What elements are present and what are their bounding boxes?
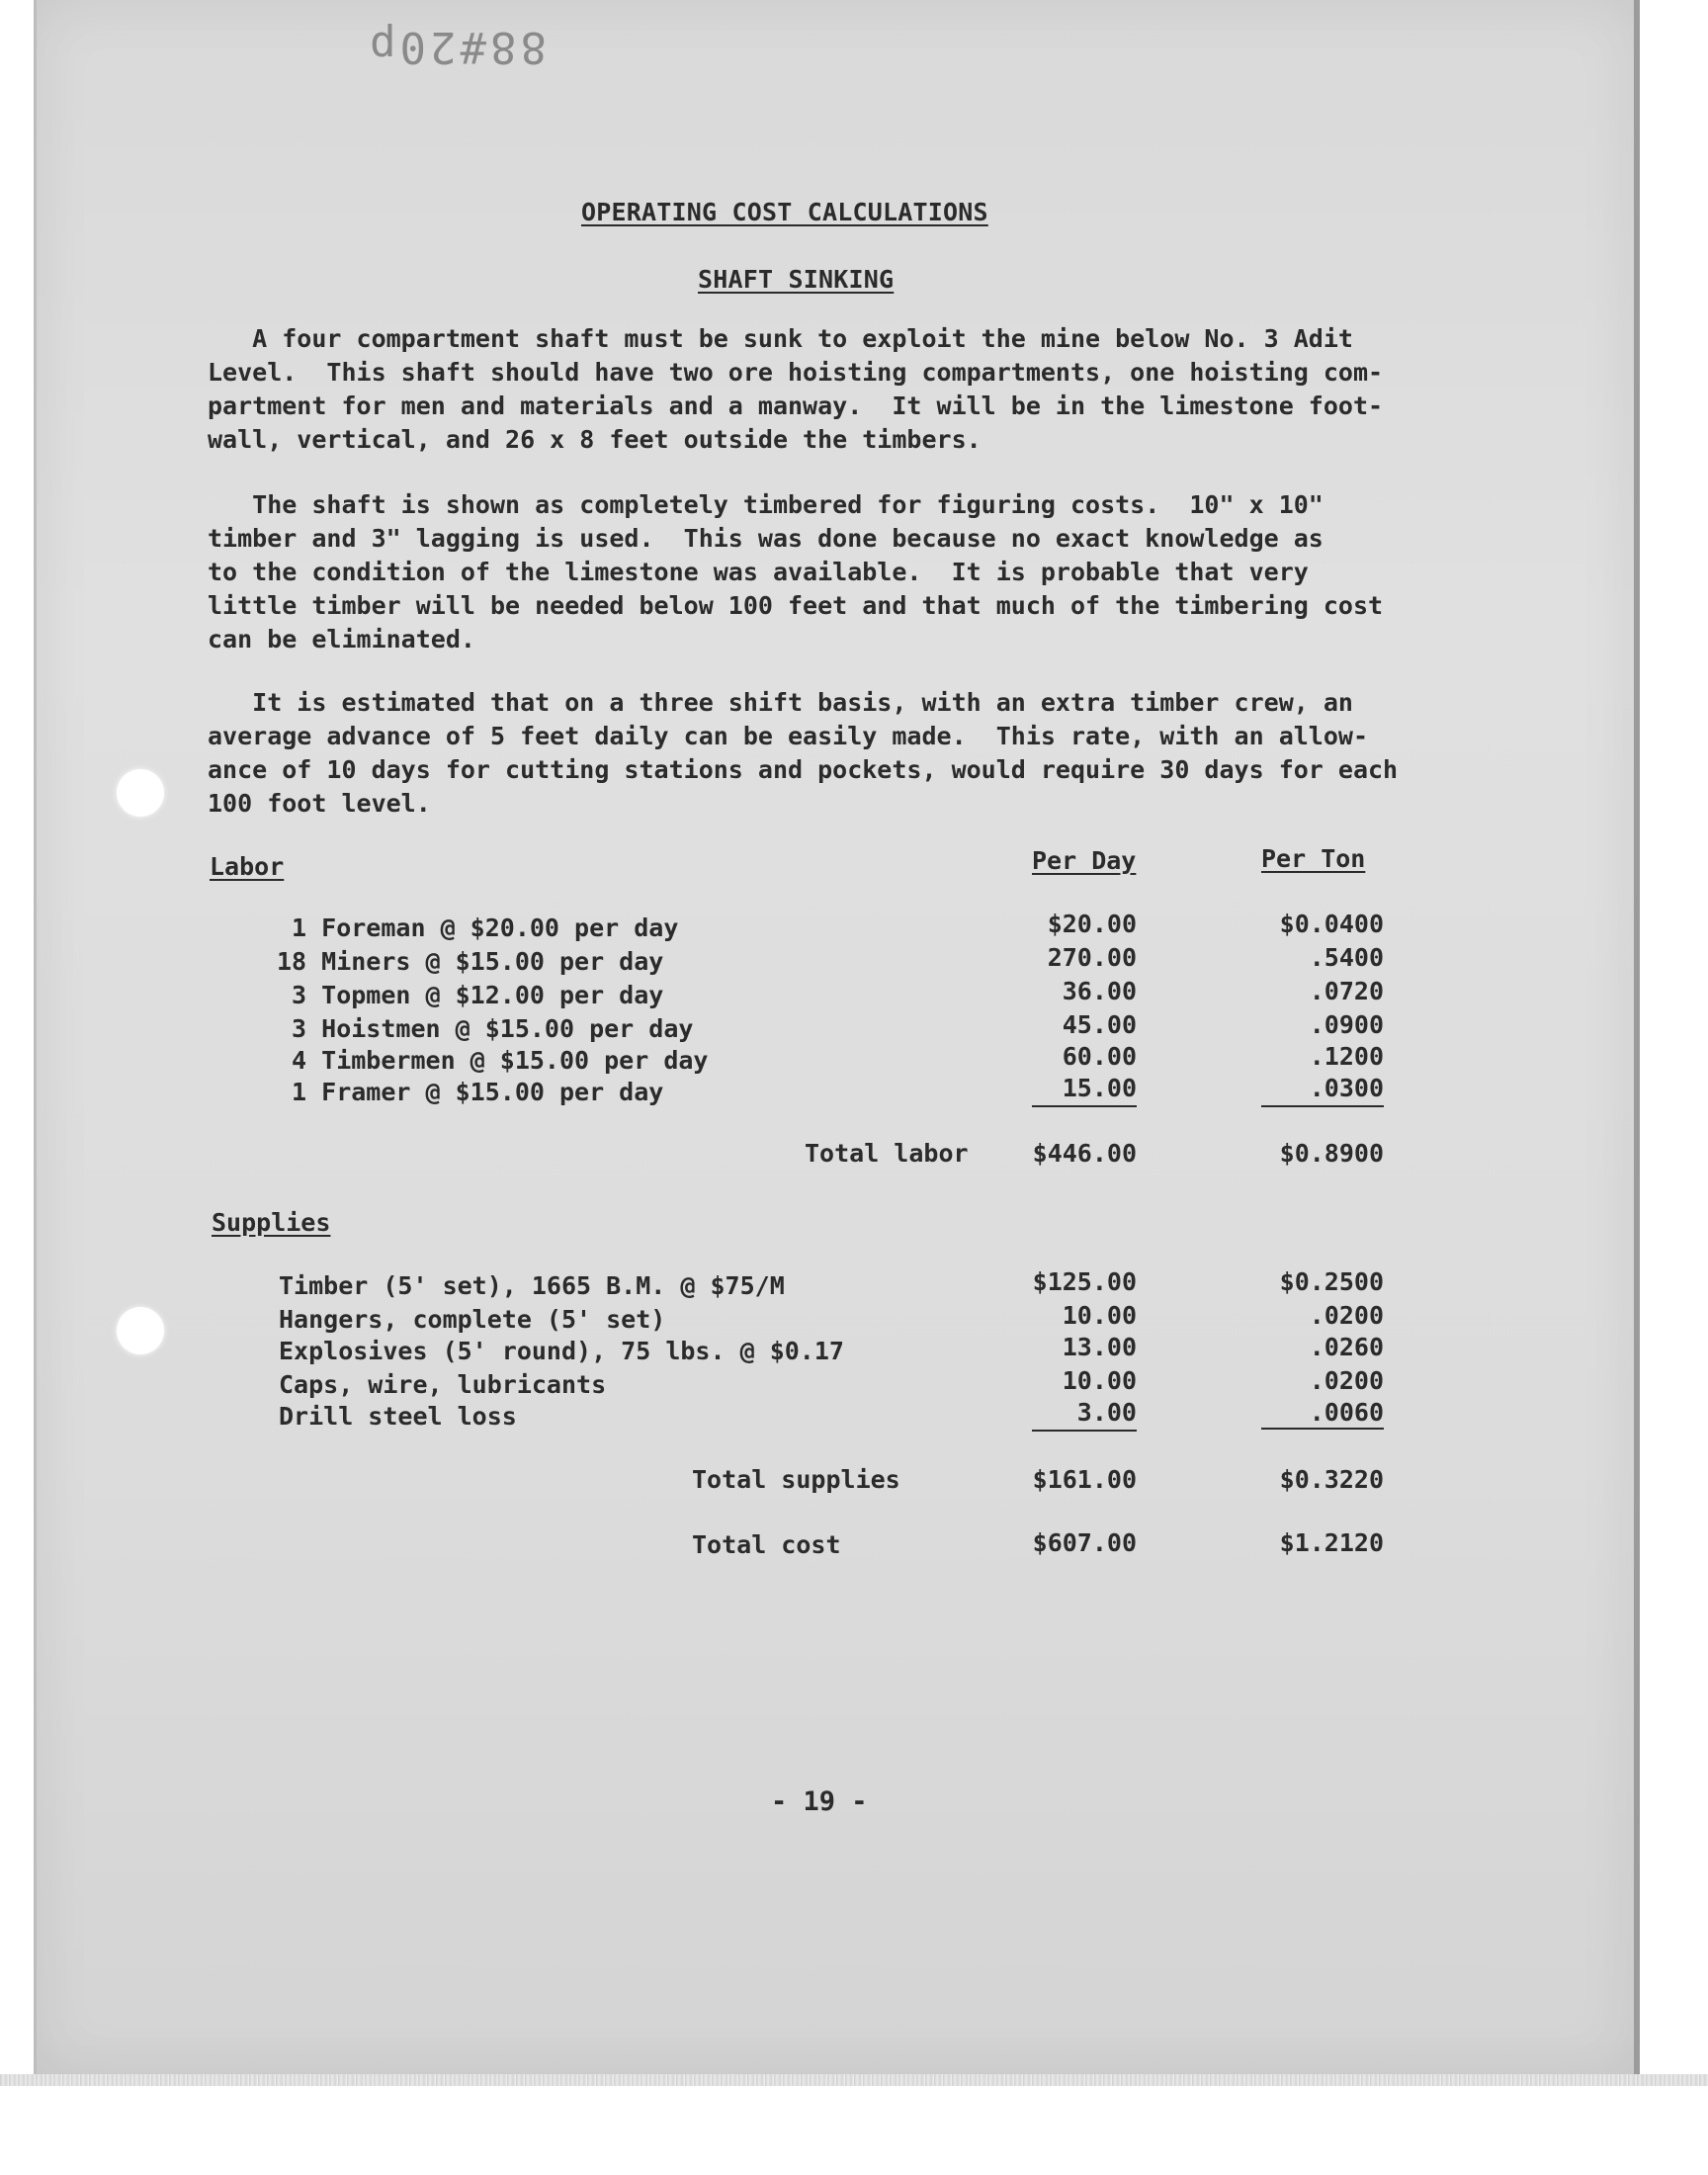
paragraph-line: A four compartment shaft must be sunk to exploit the mine below No. 3 Adit: [208, 324, 1353, 353]
row-label: 3 Hoistmen @ $15.00 per day: [277, 1014, 694, 1043]
labor-heading: Labor: [210, 852, 285, 881]
total-supplies-label: Total supplies: [692, 1465, 900, 1494]
per-day-column-header: Per Day: [1032, 846, 1137, 875]
subtotal-rule: [1032, 1430, 1137, 1432]
row-per-ton: $0.0400: [1279, 910, 1384, 938]
row-label: Hangers, complete (5' set): [279, 1305, 666, 1334]
supplies-heading: Supplies: [212, 1208, 331, 1237]
total-supplies-per-day: $161.00: [1032, 1465, 1137, 1494]
row-per-day: 3.00: [1076, 1398, 1137, 1427]
subtotal-rule: [1261, 1428, 1384, 1430]
total-cost-per-day: $607.00: [1032, 1528, 1137, 1557]
paragraph-line: wall, vertical, and 26 x 8 feet outside the timbers.: [208, 425, 982, 454]
scanned-page: [34, 0, 1640, 2074]
row-label: Timber (5' set), 1665 B.M. @ $75/M: [279, 1271, 785, 1300]
row-per-ton: $0.2500: [1279, 1267, 1384, 1296]
row-per-day: 10.00: [1062, 1366, 1137, 1395]
row-per-day: 270.00: [1047, 943, 1137, 972]
total-supplies-per-ton: $0.3220: [1279, 1465, 1384, 1494]
row-per-day: 13.00: [1062, 1333, 1137, 1361]
row-label: Drill steel loss: [279, 1402, 517, 1431]
paragraph-line: The shaft is shown as completely timbered for figuring costs. 10" x 10": [208, 490, 1324, 519]
row-label: Caps, wire, lubricants: [279, 1370, 607, 1399]
total-labor-label: Total labor: [805, 1139, 969, 1168]
row-per-ton: .1200: [1309, 1042, 1384, 1071]
punch-hole: [117, 769, 164, 817]
paragraph-line: partment for men and materials and a manway. It will be in the limestone foot-: [208, 392, 1384, 420]
total-labor-per-ton: $0.8900: [1279, 1139, 1384, 1168]
subtotal-rule: [1261, 1105, 1384, 1107]
per-ton-column-header: Per Ton: [1261, 844, 1366, 873]
punch-hole: [117, 1307, 164, 1354]
paragraph-line: It is estimated that on a three shift basis, with an extra timber crew, an: [208, 688, 1353, 717]
row-per-ton: .0720: [1309, 977, 1384, 1005]
row-per-ton: .0200: [1309, 1301, 1384, 1330]
paragraph-line: Level. This shaft should have two ore hoisting compartments, one hoisting com-: [208, 358, 1384, 387]
paragraph-line: little timber will be needed below 100 feet and that much of the timbering cost: [208, 591, 1384, 620]
row-per-ton: .0060: [1309, 1398, 1384, 1427]
paragraph-line: ance of 10 days for cutting stations and pockets, would require 30 days for each: [208, 755, 1399, 784]
paragraph-3: [208, 686, 1532, 821]
row-per-ton: .0200: [1309, 1366, 1384, 1395]
row-per-day: 15.00: [1062, 1074, 1137, 1102]
row-per-ton: .0900: [1309, 1010, 1384, 1039]
paragraph-line: to the condition of the limestone was available. It is probable that very: [208, 558, 1309, 586]
row-per-day: $20.00: [1047, 910, 1137, 938]
paragraph-2: [208, 488, 1532, 656]
paragraph-line: can be eliminated.: [208, 625, 475, 653]
paragraph-line: 100 foot level.: [208, 789, 431, 818]
total-cost-per-ton: $1.2120: [1279, 1528, 1384, 1557]
subtotal-rule: [1032, 1105, 1137, 1107]
document-stamp-number: 88#20p: [366, 22, 547, 72]
row-per-day: 36.00: [1062, 977, 1137, 1005]
total-labor-per-day: $446.00: [1032, 1139, 1137, 1168]
paragraph-line: average advance of 5 feet daily can be easily made. This rate, with an allow-: [208, 722, 1368, 750]
row-per-ton: .0300: [1309, 1074, 1384, 1102]
row-label: 3 Topmen @ $12.00 per day: [277, 981, 664, 1009]
row-per-day: 45.00: [1062, 1010, 1137, 1039]
page-subtitle: SHAFT SINKING: [698, 265, 895, 294]
row-label: 18 Miners @ $15.00 per day: [277, 947, 664, 976]
page-title: OPERATING COST CALCULATIONS: [581, 198, 988, 226]
row-per-ton: .0260: [1309, 1333, 1384, 1361]
page-number: - 19 -: [771, 1786, 868, 1817]
row-label: 1 Foreman @ $20.00 per day: [277, 914, 679, 942]
row-per-day: 10.00: [1062, 1301, 1137, 1330]
row-label: Explosives (5' round), 75 lbs. @ $0.17: [279, 1337, 844, 1365]
total-cost-label: Total cost: [692, 1530, 841, 1559]
row-per-day: $125.00: [1032, 1267, 1137, 1296]
paragraph-line: timber and 3" lagging is used. This was done because no exact knowledge as: [208, 524, 1324, 553]
paragraph-1: [208, 322, 1532, 457]
scan-edge-strip: [0, 2074, 1708, 2086]
row-label: 4 Timbermen @ $15.00 per day: [277, 1046, 709, 1075]
row-label: 1 Framer @ $15.00 per day: [277, 1078, 664, 1106]
row-per-day: 60.00: [1062, 1042, 1137, 1071]
row-per-ton: .5400: [1309, 943, 1384, 972]
